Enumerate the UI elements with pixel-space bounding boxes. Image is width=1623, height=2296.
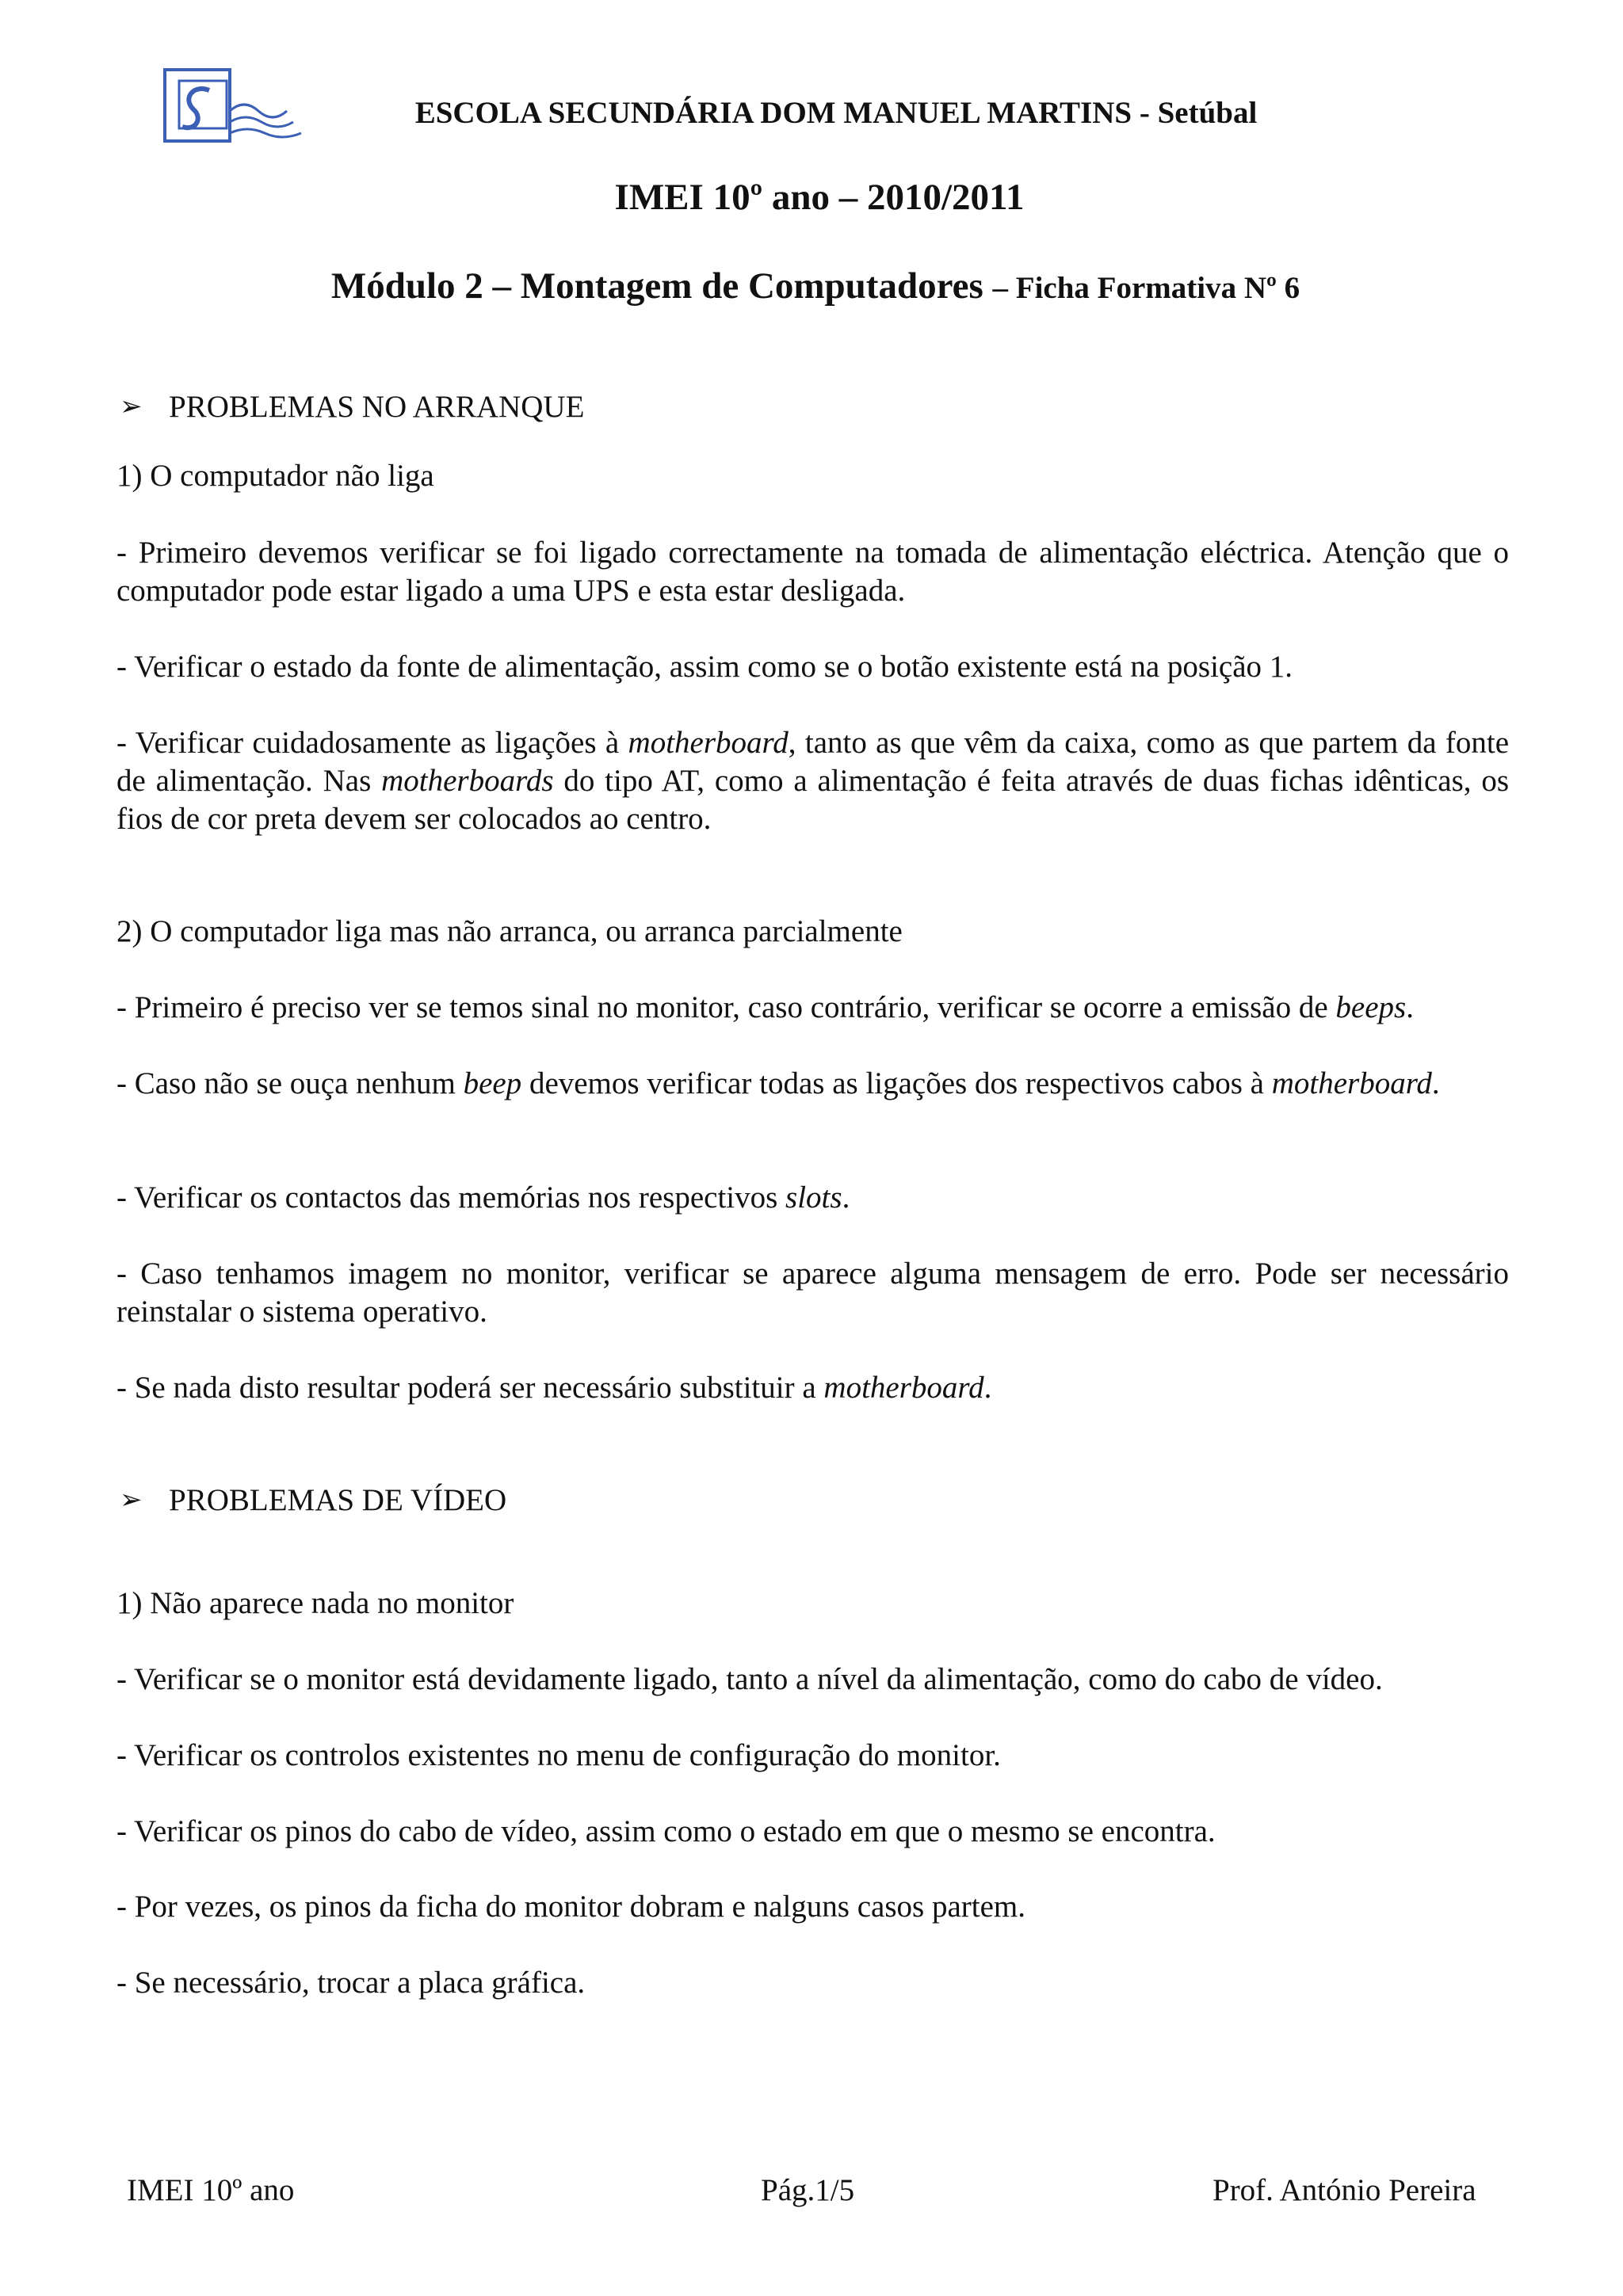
footer-author: Prof. António Pereira — [1212, 2173, 1476, 2207]
section-heading-text: PROBLEMAS NO ARRANQUE — [169, 390, 585, 424]
course-title: IMEI 10º ano – 2010/2011 — [614, 177, 1025, 218]
paragraph: - Se necessário, trocar a placa gráfica. — [116, 1966, 586, 2000]
paragraph: - Verificar os controlos existentes no menu de configuração do monitor. — [116, 1738, 1001, 1772]
paragraph: - Caso tenhamos imagem no monitor, verificar se aparece alguma mensagem de erro. Pode ser necessário reinstalar o sistema operativo. — [116, 1257, 1509, 1329]
section-heading-text: PROBLEMAS DE VÍDEO — [169, 1483, 507, 1517]
paragraph: - Verificar o estado da fonte de alimentação, assim como se o botão existente está na posição 1. — [116, 650, 1293, 684]
paragraph: - Primeiro devemos verificar se foi ligado correctamente na tomada de alimentação eléctrica. Atenção que o computador pode estar ligado a uma UPS e esta estar desligada. — [116, 536, 1509, 608]
module-name: Módulo 2 – Montagem de Computadores — [330, 265, 983, 307]
item-title: 1) Não aparece nada no monitor — [116, 1586, 514, 1620]
paragraph: - Por vezes, os pinos da ficha do monitor dobram e nalguns casos partem. — [116, 1890, 1025, 1924]
item-title: 1) O computador não liga — [116, 459, 434, 493]
paragraph: - Verificar se o monitor está devidamente ligado, tanto a nível da alimentação, como do cabo de vídeo. — [116, 1662, 1383, 1696]
section-heading-video — [116, 1482, 1509, 1520]
module-title — [0, 265, 1623, 307]
worksheet-label: – Ficha Formativa Nº 6 — [992, 271, 1300, 305]
paragraph: - Se nada disto resultar poderá ser necessário substituir a motherboard. — [116, 1371, 992, 1405]
paragraph: - Verificar os pinos do cabo de vídeo, assim como o estado em que o mesmo se encontra. — [116, 1814, 1216, 1848]
paragraph: - Caso não se ouça nenhum beep devemos verificar todas as ligações dos respectivos cabos à motherboard. — [116, 1066, 1440, 1100]
footer-page-number: Pág.1/5 — [761, 2173, 855, 2207]
item-title: 2) O computador liga mas não arranca, ou arranca parcialmente — [116, 914, 903, 948]
paragraph: - Verificar os contactos das memórias nos respectivos slots. — [116, 1180, 850, 1215]
school-name: ESCOLA SECUNDÁRIA DOM MANUEL MARTINS - Setúbal — [414, 96, 1258, 130]
arrow-bullet-icon: ➢ — [120, 1486, 143, 1515]
footer-left: IMEI 10º ano — [127, 2173, 295, 2207]
paragraph: - Primeiro é preciso ver se temos sinal no monitor, caso contrário, verificar se ocorre a emissão de beeps. — [116, 990, 1414, 1024]
section-heading-arranque — [116, 388, 1509, 426]
arrow-bullet-icon: ➢ — [120, 392, 143, 421]
paragraph: - Verificar cuidadosamente as ligações à motherboard, tanto as que vêm da caixa, como as que partem da fonte de alimentação. Nas motherboards do tipo AT, como a alimentação é feita através de duas fichas idênticas, os fios de cor preta devem ser colocados ao centro. — [116, 726, 1510, 836]
